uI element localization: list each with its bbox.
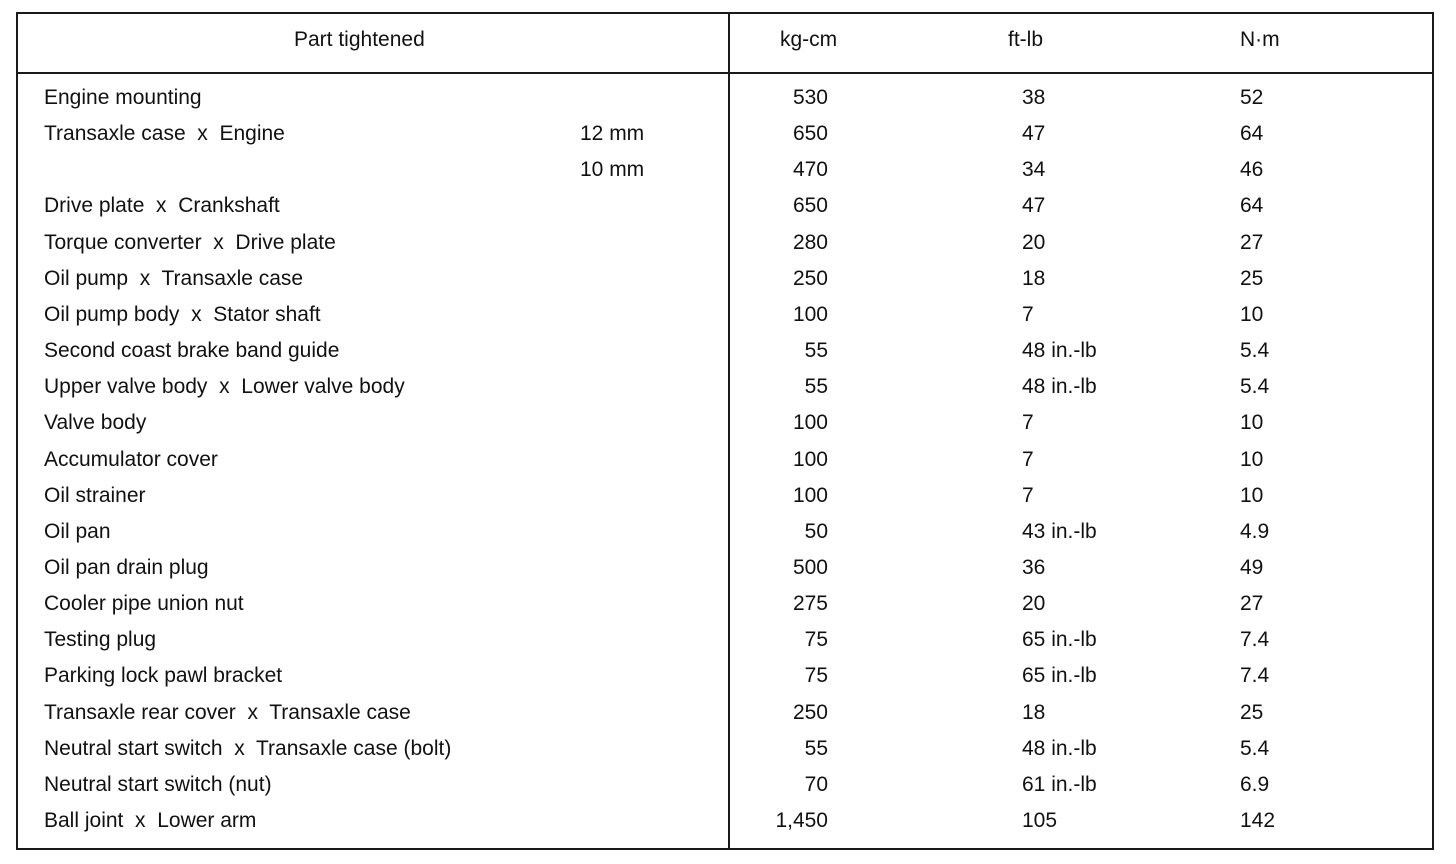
value-ft-lb: 105 [1022, 809, 1058, 832]
value-n-m: 4.9 [1240, 519, 1270, 543]
table-row [18, 520, 1432, 556]
value-kg-cm: 650 [792, 194, 828, 218]
value-kg-cm: 100 [792, 447, 828, 471]
header-part-tightened: Part tightened [294, 28, 425, 51]
part-name: Testing plug [44, 628, 157, 652]
bolt-size: 10 mm [580, 158, 645, 182]
value-kg-cm: 70 [804, 772, 828, 796]
value-ft-lb: 7 [1022, 411, 1034, 435]
part-name: Oil pump body x Stator shaft [44, 302, 321, 326]
value-n-m: 142 [1240, 809, 1276, 832]
value-kg-cm: 100 [792, 411, 828, 435]
part-name: Accumulator cover [44, 447, 218, 471]
value-ft-lb: 48 in.-lb [1022, 339, 1097, 363]
table-row [18, 303, 1432, 339]
value-ft-lb: 65 in.-lb [1022, 664, 1097, 688]
value-kg-cm: 55 [804, 339, 828, 363]
value-n-m: 52 [1240, 86, 1264, 109]
table-row [18, 737, 1432, 773]
part-name: Torque converter x Drive plate [44, 230, 336, 254]
value-n-m: 7.4 [1240, 628, 1270, 652]
value-ft-lb: 20 [1022, 592, 1046, 616]
value-ft-lb: 61 in.-lb [1022, 772, 1097, 796]
table-row [18, 556, 1432, 592]
value-n-m: 10 [1240, 302, 1264, 326]
part-name: Oil pan drain plug [44, 555, 209, 579]
value-ft-lb: 47 [1022, 194, 1046, 218]
header-ft-lb: ft-lb [1008, 28, 1044, 51]
value-ft-lb: 7 [1022, 447, 1034, 471]
table-row [18, 339, 1432, 375]
value-ft-lb: 7 [1022, 483, 1034, 507]
torque-spec-table [16, 12, 1434, 850]
value-ft-lb: 48 in.-lb [1022, 375, 1097, 399]
value-kg-cm: 530 [792, 86, 828, 109]
value-n-m: 46 [1240, 158, 1264, 182]
header-n-m: N·m [1240, 28, 1280, 51]
table-row [18, 448, 1432, 484]
value-ft-lb: 36 [1022, 555, 1046, 579]
value-kg-cm: 470 [792, 158, 828, 182]
part-name: Transaxle rear cover x Transaxle case [44, 700, 411, 724]
part-name: Engine mounting [44, 86, 202, 109]
table-row [18, 158, 1432, 194]
value-kg-cm: 500 [792, 555, 828, 579]
table-row [18, 701, 1432, 737]
table-row [18, 375, 1432, 411]
table-row [18, 122, 1432, 158]
value-n-m: 6.9 [1240, 772, 1270, 796]
value-ft-lb: 20 [1022, 230, 1046, 254]
table-row [18, 411, 1432, 447]
header-kg-cm: kg-cm [780, 28, 838, 51]
value-n-m: 10 [1240, 483, 1264, 507]
part-name: Ball joint x Lower arm [44, 809, 257, 832]
value-n-m: 25 [1240, 266, 1264, 290]
value-kg-cm: 75 [804, 664, 828, 688]
value-ft-lb: 43 in.-lb [1022, 519, 1097, 543]
part-name: Oil pan [44, 519, 111, 543]
value-kg-cm: 55 [804, 375, 828, 399]
table-row [18, 592, 1432, 628]
value-ft-lb: 7 [1022, 302, 1034, 326]
part-name: Upper valve body x Lower valve body [44, 375, 405, 399]
header-divider [18, 72, 1432, 74]
value-kg-cm: 250 [792, 700, 828, 724]
table-row [18, 664, 1432, 700]
value-n-m: 25 [1240, 700, 1264, 724]
value-n-m: 5.4 [1240, 736, 1270, 760]
value-n-m: 7.4 [1240, 664, 1270, 688]
value-kg-cm: 50 [804, 519, 828, 543]
part-name: Oil strainer [44, 483, 146, 507]
value-ft-lb: 34 [1022, 158, 1046, 182]
value-kg-cm: 55 [804, 736, 828, 760]
part-name: Oil pump x Transaxle case [44, 266, 304, 290]
value-n-m: 10 [1240, 411, 1264, 435]
value-kg-cm: 280 [792, 230, 828, 254]
value-ft-lb: 65 in.-lb [1022, 628, 1097, 652]
value-n-m: 64 [1240, 122, 1264, 146]
value-n-m: 64 [1240, 194, 1264, 218]
value-n-m: 10 [1240, 447, 1264, 471]
table-row [18, 484, 1432, 520]
part-name: Second coast brake band guide [44, 339, 340, 363]
value-n-m: 5.4 [1240, 375, 1270, 399]
table-row [18, 267, 1432, 303]
value-ft-lb: 18 [1022, 266, 1046, 290]
value-n-m: 5.4 [1240, 339, 1270, 363]
part-name: Parking lock pawl bracket [44, 664, 283, 688]
value-ft-lb: 47 [1022, 122, 1046, 146]
table-row [18, 231, 1432, 267]
value-kg-cm: 75 [804, 628, 828, 652]
table-row [18, 86, 1432, 122]
part-name: Neutral start switch (nut) [44, 772, 272, 796]
value-kg-cm: 250 [792, 266, 828, 290]
table-row [18, 809, 1432, 845]
part-name: Valve body [44, 411, 147, 435]
part-name: Neutral start switch x Transaxle case (bolt) [44, 736, 452, 760]
value-n-m: 49 [1240, 555, 1264, 579]
part-name: Cooler pipe union nut [44, 592, 244, 616]
value-n-m: 27 [1240, 592, 1264, 616]
value-kg-cm: 100 [792, 483, 828, 507]
value-ft-lb: 38 [1022, 86, 1046, 109]
table-row [18, 194, 1432, 230]
part-name: Drive plate x Crankshaft [44, 194, 280, 218]
value-ft-lb: 48 in.-lb [1022, 736, 1097, 760]
part-name: Transaxle case x Engine [44, 122, 285, 146]
value-ft-lb: 18 [1022, 700, 1046, 724]
value-kg-cm: 100 [792, 302, 828, 326]
value-kg-cm: 275 [792, 592, 828, 616]
bolt-size: 12 mm [580, 122, 645, 146]
value-n-m: 27 [1240, 230, 1264, 254]
table-row [18, 773, 1432, 809]
table-row [18, 628, 1432, 664]
value-kg-cm: 1,450 [775, 809, 828, 832]
value-kg-cm: 650 [792, 122, 828, 146]
